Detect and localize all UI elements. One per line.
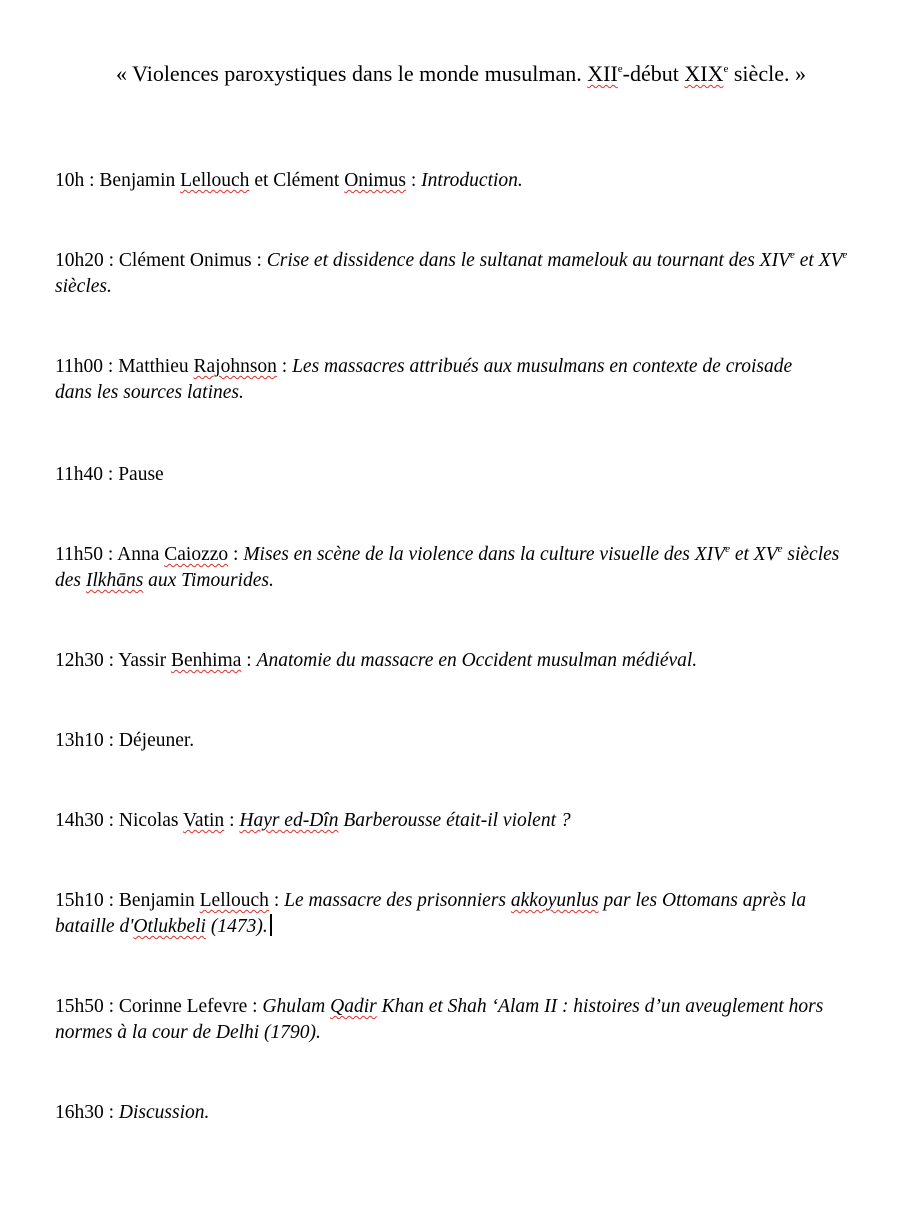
- document-title: [0, 58, 922, 90]
- entry-superscript: e: [789, 248, 795, 261]
- program-entry-1020: [55, 248, 855, 300]
- entry-time: 11h40 :: [55, 464, 119, 485]
- program-entry-1310: [55, 728, 855, 754]
- entry-time: 11h00 :: [55, 356, 119, 377]
- entry-speaker-surname: Rajohnson: [193, 356, 277, 377]
- entry-topic-term: akkoyunlus: [510, 890, 599, 911]
- entry-topic: Le massacre des prisonniers: [284, 890, 511, 911]
- entry-time: 12h30 :: [55, 650, 119, 671]
- entry-speaker-surname: Vatin: [183, 810, 225, 831]
- entry-topic-term: Qadir: [330, 996, 377, 1017]
- entry-speaker-surname: Lellouch: [180, 170, 250, 191]
- entry-topic: Ghulam: [262, 996, 331, 1017]
- entry-topic: Khan et Shah ‘Alam II : histoires d’un aveuglement hors normes à la cour de Delhi (1790).: [55, 996, 824, 1043]
- entry-speaker-surname: Benhima: [170, 650, 242, 671]
- entry-topic: Anatomie du massacre en Occident musulman médiéval.: [256, 650, 698, 671]
- entry-time: 10h20 :: [55, 250, 119, 271]
- entry-time: 11h50 :: [55, 544, 118, 565]
- entry-topic: Introduction.: [421, 170, 523, 191]
- entry-topic: Crise et dissidence dans le sultanat mamelouk au tournant des XIV: [266, 250, 790, 271]
- entry-speaker-surname: Lellouch: [199, 890, 269, 911]
- program-entry-1100: [55, 354, 795, 406]
- entry-topic: aux Timourides.: [143, 570, 274, 591]
- entry-topic-term: Ilkhāns: [85, 570, 144, 591]
- entry-time: 15h50 :: [55, 996, 119, 1017]
- entry-topic-term: Hayr ed-Dîn: [239, 810, 339, 831]
- entry-speaker: Nicolas: [118, 810, 184, 831]
- program-entry-1140: [55, 462, 855, 488]
- entry-superscript: e: [777, 542, 783, 555]
- entry-time: 14h30 :: [55, 810, 119, 831]
- program-entry-1430: [55, 808, 855, 834]
- title-century-numeral: XII: [587, 61, 618, 86]
- entry-topic: et XV: [729, 544, 778, 565]
- entry-break-label: Déjeuner.: [118, 730, 195, 751]
- entry-speaker-surname: Caiozzo: [164, 544, 229, 565]
- entry-separator: :: [276, 356, 293, 377]
- title-text: -début: [622, 61, 685, 86]
- entry-speaker: Corinne Lefevre :: [118, 996, 263, 1017]
- entry-topic: Discussion.: [118, 1102, 210, 1123]
- entry-separator: :: [228, 544, 244, 565]
- entry-speaker: Yassir: [118, 650, 171, 671]
- entry-topic: et XV: [794, 250, 843, 271]
- entry-superscript: e: [842, 248, 848, 261]
- entry-topic-term: Otlukbeli: [133, 916, 206, 937]
- title-century-numeral: XIX: [684, 61, 724, 86]
- entry-topic: siècles des: [55, 544, 840, 591]
- entry-separator: :: [241, 650, 257, 671]
- entry-separator: :: [224, 810, 240, 831]
- entry-speaker: Anna: [117, 544, 165, 565]
- entry-speaker: Clément Onimus :: [118, 250, 267, 271]
- entry-speaker-surname: Onimus: [344, 170, 406, 191]
- entry-speaker: Matthieu: [118, 356, 194, 377]
- entry-separator: :: [268, 890, 285, 911]
- title-century-start: [587, 61, 618, 86]
- entry-superscript: e: [725, 542, 730, 555]
- program-entry-1510: [55, 888, 860, 940]
- program-entry-1150: [55, 542, 860, 594]
- entry-time: 13h10 :: [55, 730, 119, 751]
- title-superscript: e: [723, 62, 729, 75]
- entry-speaker: et Clément: [249, 170, 345, 191]
- entry-speaker: Benjamin: [99, 170, 181, 191]
- entry-separator: :: [405, 170, 422, 191]
- program-entry-1550: [55, 994, 860, 1046]
- entry-break-label: Pause: [118, 464, 164, 485]
- text-cursor: [270, 914, 272, 936]
- title-century-end: [684, 61, 723, 86]
- entry-topic: (1473).: [205, 916, 268, 937]
- program-entry-1230: [55, 648, 855, 674]
- program-entry-1630: [55, 1100, 855, 1126]
- entry-topic: Mises en scène de la violence dans la culture visuelle des XIV: [243, 544, 726, 565]
- entry-time: 10h :: [55, 170, 100, 191]
- program-entry-1000: [55, 168, 855, 194]
- entry-topic: Les massacres attribués aux musulmans en contexte de croisade dans les sources latines.: [55, 356, 793, 403]
- title-text: siècle. »: [728, 61, 806, 86]
- title-text: « Violences paroxystiques dans le monde musulman.: [116, 61, 588, 86]
- entry-speaker: Benjamin: [118, 890, 200, 911]
- entry-time: 15h10 :: [55, 890, 119, 911]
- title-superscript: e: [617, 62, 623, 75]
- entry-topic: Barberousse était-il violent ?: [338, 810, 571, 831]
- entry-topic: siècles.: [55, 276, 112, 297]
- entry-time: 16h30 :: [55, 1102, 119, 1123]
- entry-topic: par les Ottomans après la bataille d': [55, 890, 807, 937]
